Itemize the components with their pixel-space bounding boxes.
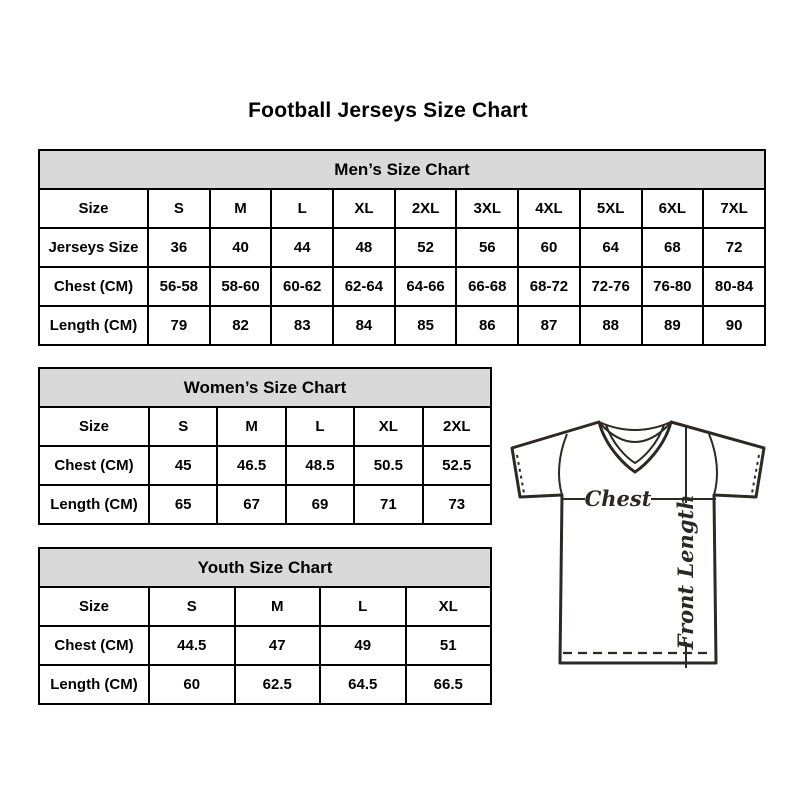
mens-table-title: Men’s Size Chart [39,150,765,189]
value-cell: 67 [217,485,285,524]
value-cell: 45 [149,446,217,485]
value-cell: 85 [395,306,457,345]
table-row [39,189,765,228]
value-cell: 46.5 [217,446,285,485]
size-cell: XL [333,189,395,228]
value-cell: 68 [642,228,704,267]
value-cell: 44 [271,228,333,267]
size-cell: 4XL [518,189,580,228]
size-cell: 2XL [395,189,457,228]
size-cell: XL [354,407,422,446]
size-cell: M [210,189,272,228]
row-label: Jerseys Size [39,228,148,267]
value-cell: 72 [703,228,765,267]
value-cell: 88 [580,306,642,345]
value-cell: 50.5 [354,446,422,485]
value-cell: 60 [518,228,580,267]
value-cell: 56 [456,228,518,267]
value-cell: 64.5 [320,665,406,704]
value-cell: 56-58 [148,267,210,306]
size-cell: 7XL [703,189,765,228]
womens-size-table [38,367,492,525]
size-cell: 6XL [642,189,704,228]
table-row [39,587,491,626]
armhole-seam-right [709,434,717,495]
table-row [39,407,491,446]
value-cell: 82 [210,306,272,345]
table-row [39,446,491,485]
size-cell: 5XL [580,189,642,228]
value-cell: 49 [320,626,406,665]
value-cell: 64 [580,228,642,267]
value-cell: 60 [149,665,235,704]
row-label: Length (CM) [39,485,149,524]
size-cell: XL [406,587,492,626]
value-cell: 52 [395,228,457,267]
table-row [39,267,765,306]
value-cell: 68-72 [518,267,580,306]
page-title: Football Jerseys Size Chart [248,99,528,122]
youth-size-table [38,547,492,705]
row-label: Size [39,407,149,446]
value-cell: 72-76 [580,267,642,306]
value-cell: 40 [210,228,272,267]
size-cell: 3XL [456,189,518,228]
row-label: Length (CM) [39,306,148,345]
armhole-seam-left [559,434,567,495]
size-cell: M [217,407,285,446]
value-cell: 69 [286,485,354,524]
chest-label: Chest [584,486,652,511]
value-cell: 52.5 [423,446,491,485]
value-cell: 80-84 [703,267,765,306]
size-cell: 2XL [423,407,491,446]
table-row [39,626,491,665]
row-label: Chest (CM) [39,267,148,306]
row-label: Length (CM) [39,665,149,704]
value-cell: 48 [333,228,395,267]
value-cell: 62-64 [333,267,395,306]
value-cell: 84 [333,306,395,345]
value-cell: 87 [518,306,580,345]
size-cell: L [320,587,406,626]
size-cell: S [149,587,235,626]
collar-arc-outer [599,422,671,430]
mens-size-table [38,149,766,346]
value-cell: 66.5 [406,665,492,704]
value-cell: 44.5 [149,626,235,665]
row-label: Chest (CM) [39,446,149,485]
size-cell: L [286,407,354,446]
value-cell: 73 [423,485,491,524]
youth-table-title: Youth Size Chart [39,548,491,587]
value-cell: 76-80 [642,267,704,306]
size-cell: L [271,189,333,228]
size-cell: M [235,587,321,626]
table-row [39,228,765,267]
table-header-row [39,150,765,189]
value-cell: 90 [703,306,765,345]
value-cell: 58-60 [210,267,272,306]
row-label: Chest (CM) [39,626,149,665]
value-cell: 89 [642,306,704,345]
womens-table-title: Women’s Size Chart [39,368,491,407]
table-row [39,306,765,345]
value-cell: 47 [235,626,321,665]
table-header-row [39,368,491,407]
value-cell: 60-62 [271,267,333,306]
value-cell: 79 [148,306,210,345]
value-cell: 86 [456,306,518,345]
value-cell: 64-66 [395,267,457,306]
value-cell: 83 [271,306,333,345]
table-header-row [39,548,491,587]
front-length-label: Front Length [673,494,698,650]
table-row [39,485,491,524]
jersey-diagram [505,410,795,690]
value-cell: 48.5 [286,446,354,485]
value-cell: 71 [354,485,422,524]
value-cell: 65 [149,485,217,524]
value-cell: 36 [148,228,210,267]
value-cell: 62.5 [235,665,321,704]
row-label: Size [39,587,149,626]
table-row [39,665,491,704]
value-cell: 51 [406,626,492,665]
size-cell: S [148,189,210,228]
size-cell: S [149,407,217,446]
value-cell: 66-68 [456,267,518,306]
jersey-outline [512,422,764,663]
row-label: Size [39,189,148,228]
